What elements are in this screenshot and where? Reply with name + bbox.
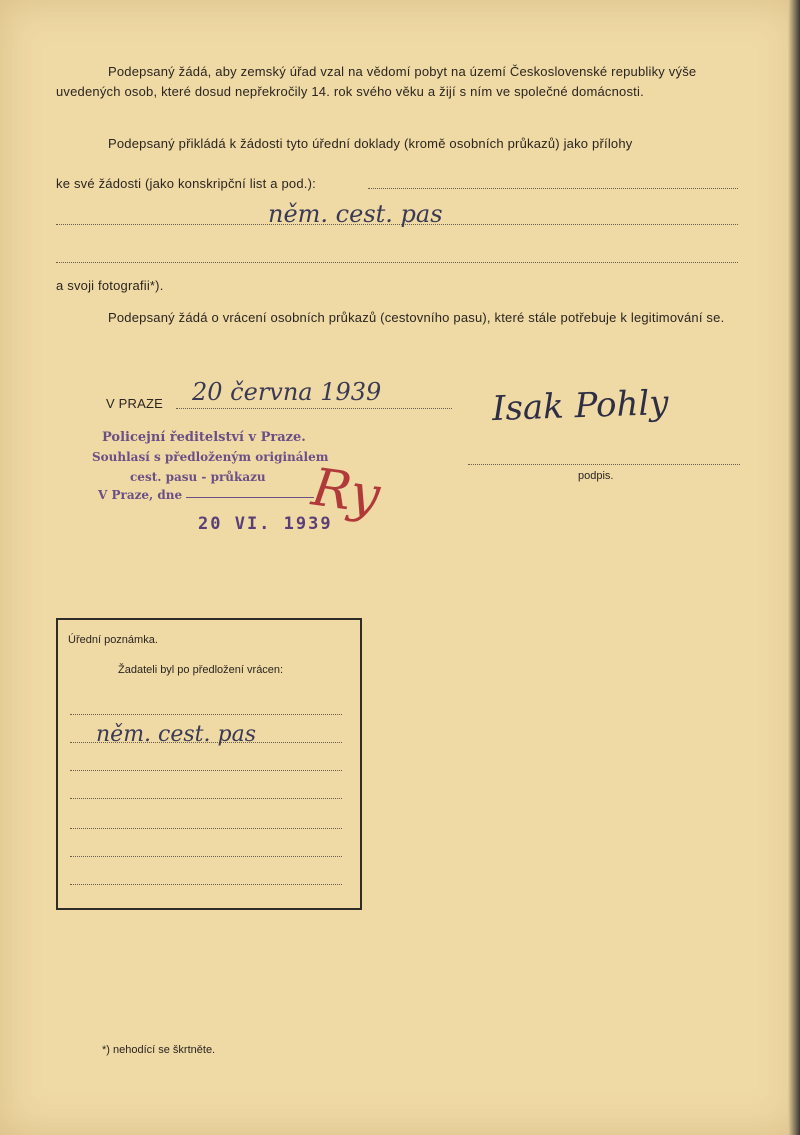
place-label: V PRAZE [106, 396, 164, 411]
note-box-line-5 [70, 828, 342, 829]
note-box-line-3 [70, 770, 342, 771]
note-box-line-4 [70, 798, 342, 799]
stamp-date: 20 VI. 1939 [198, 514, 333, 534]
attachments-paragraph: Podepsaný přikládá k žádosti tyto úřední doklady (kromě osobních průkazů) jako přílohy [108, 136, 633, 151]
stamp-initials: Ry [308, 457, 384, 527]
note-box-line-7 [70, 884, 342, 885]
note-box-line-1 [70, 714, 342, 715]
stamp-date-line [186, 497, 314, 498]
stamp-line-place-date: V Praze, dne [98, 488, 183, 502]
request-paragraph: Podepsaný žádá, aby zemský úřad vzal na vědomí pobyt na území Československé republiky výše uvedených osob, které dosud nepřekročily 14. rok svého věku a žijí s ním ve společné domácnosti. [56, 64, 697, 99]
note-box-title: Úřední poznámka. [68, 634, 158, 646]
page-edge-shadow [788, 0, 800, 1135]
attachments-handwritten: něm. cest. pas [268, 200, 443, 228]
attachments-paragraph-continued: ke své žádosti (jako konskripční list a pod.): [56, 176, 316, 191]
attachments-line-3 [56, 262, 738, 263]
signature-handwritten: Isak Pohly [491, 382, 670, 430]
date-line [176, 408, 452, 409]
return-documents-paragraph: Podepsaný žádá o vrácení osobních průkazů (cestovního pasu), které stále potřebuje k legitimování se. [108, 310, 725, 325]
stamp-line-document: cest. pasu - průkazu [130, 470, 266, 484]
photo-paragraph: a svoji fotografii*). [56, 278, 164, 293]
stamp-line-authority: Policejní ředitelství v Praze. [102, 430, 306, 445]
stamp-line-verification: Souhlasí s předloženým originálem [92, 450, 329, 464]
official-note-box [56, 618, 362, 910]
note-box-subtitle: Žadateli byl po předložení vrácen: [118, 664, 284, 676]
signature-label: podpis. [578, 470, 614, 482]
signature-line [468, 464, 740, 465]
note-box-line-6 [70, 856, 342, 857]
footnote: *) nehodící se škrtněte. [102, 1044, 216, 1056]
note-box-handwritten: něm. cest. pas [96, 722, 256, 747]
date-handwritten: 20 června 1939 [192, 378, 382, 406]
attachments-line-1 [368, 188, 738, 189]
